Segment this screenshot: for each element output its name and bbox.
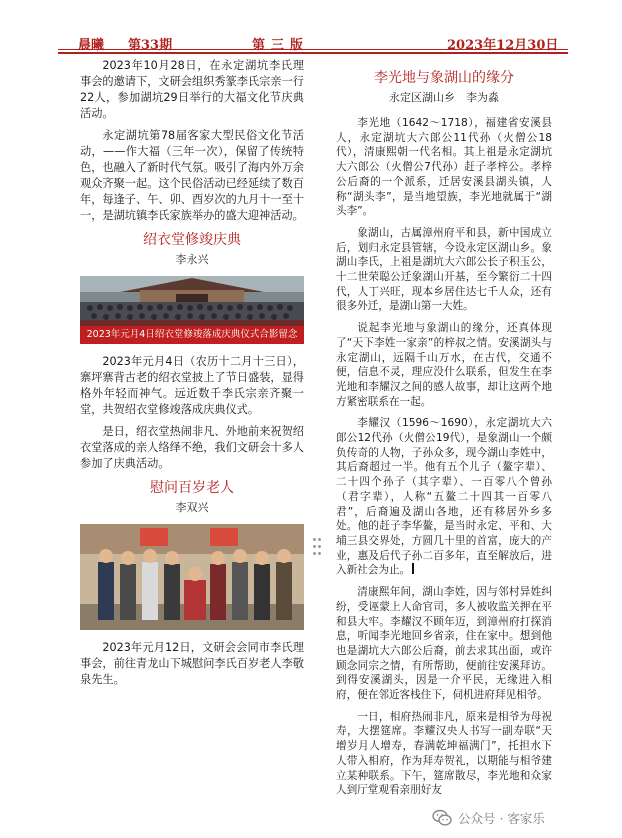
issue-date: 2023年12月30日	[447, 38, 559, 53]
text-cursor	[412, 563, 414, 574]
article-author: 永定区湖山乡 李为淼	[389, 91, 499, 104]
visit-photo-centenarian	[80, 524, 304, 630]
article-paragraph: 2023年元月4日（农历十二月十三日），寨坪寨背古老的绍衣堂披上了节日盛装，显得格外年轻而神气。远近数千李氏宗亲齐聚一堂，共贺绍衣堂修竣落成庆典仪式。	[80, 355, 304, 416]
article-author: 李双兴	[175, 501, 209, 514]
paper-name: 晨曦	[78, 38, 105, 53]
masthead	[0, 0, 622, 53]
article-author: 李永兴	[175, 253, 209, 266]
intro-paragraph: 永定湖坑第78届客家大型民俗文化节活动，——作大福（三年一次），保留了传统特色，也融入了新时代气氛。吸引了海内外万余观众齐聚一起。这个民俗活动已经延续了数百年，每逢子、午、卯、酉岁次的九月十一至十一，是湖坑镇李氏家族举办的盛大迎神活动。	[80, 129, 304, 222]
article-paragraph	[336, 416, 552, 578]
right-column	[336, 58, 552, 805]
article-paragraph: 2023年元月12日，文研会会同市李氏理事会，前往青龙山下城慰问李氏百岁老人李敬泉先生。	[80, 641, 304, 686]
visit-photo-image	[80, 524, 304, 630]
watermark-text: 公众号 · 客家乐	[458, 811, 545, 826]
drag-handle[interactable]	[313, 538, 321, 556]
article-paragraph: 清康熙年间，湖山李姓，因与邻村异姓纠纷，受诬蒙上人命官司，多人被收监关押在平和县大牢。李耀汉不顾年迈，到漳州府打探消息，听闻李光地回乡省亲，住在家中。想到他也是湖坑大六郎公后裔，前去求其出面，或许顾念同宗之情，有所帮助，便前往安溪拜访。到得安溪湖头，因是一介平民，无缘进入相府，便在邻近客栈住下，伺机进府拜见相爷。	[336, 586, 552, 702]
left-column	[80, 58, 304, 694]
article-paragraph: 象湖山，古属漳州府平和县，新中国成立后，划归永定县管辖，今设永定区湖山乡。象湖山李氏，上祖是湖坑大六郎公长子积玉公，十二世荣聪公迁象湖山开基，至今繁衍二十四代，人丁兴旺，现本乡居住达七千人众，还有很多外迁，是湖山第一大姓。	[336, 226, 552, 313]
intro-paragraph: 2023年10月28日，在永定湖坑李氏理事会的邀请下，文研会组织秀篆李氏宗亲一行22人，参加湖坑29日举行的大福文化节庆典活动。	[80, 59, 304, 120]
article-title-centenarian: 慰问百岁老人	[150, 480, 234, 496]
wechat-watermark	[432, 806, 545, 830]
article-paragraph: 是日，绍衣堂热闹非凡、外地前来祝贺绍衣堂落成的亲人络绎不绝，我们文研会十多人参加了庆典活动。	[80, 425, 304, 470]
article-title-liguangdi: 李光地与象湖山的缘分	[374, 70, 514, 86]
article-paragraph-text: 李耀汉（1596～1690），永定湖坑大六郎公12代孙（火僧公19代），是象湖山一个颇负传奇的人物，子孙众多，现今湖山李姓中，其后裔超过一半。他有五个儿子（鳌字辈）、二十四个孙子（其字辈）、一百零八个曾孙（君字辈），人称“五鳌二十四其一百零八君”，后裔遍及湖山各地，还有移居外乡多处。他的赶子李华鳌，是当时永定、平和、大埔三县交界处，方圆几十里的首富，庞大的产业，惠及后代子孙二百多年，直至解放后，进入新社会为止。	[336, 417, 552, 577]
article-paragraph: 说起李光地与象湖山的缘分，还真体现了“天下李姓一家亲”的梓叔之情。安溪湖头与永定湖山，远隔千山万水，在古代，交通不便，信息不灵，理应没什么联系，但发生在李光地和李耀汉之间的感人故事，却让这两个地方紧密联系在一起。	[336, 322, 552, 408]
article-title-shaoyitang: 绍衣堂修竣庆典	[143, 232, 241, 248]
group-photo-shaoyitang	[80, 276, 304, 344]
issue-number: 第33期	[128, 38, 173, 53]
photo-caption: 2023年元月4日绍衣堂修竣落成庆典仪式合影留念	[80, 326, 304, 344]
header-rule	[58, 49, 568, 50]
article-paragraph: 一日，相府热闹非凡，原来是相爷为母祝寿，大摆筵席。李耀汉央人书写一副寿联“天增岁月人增寿，春满乾坤福满门”，托担水下人带入相府，作为拜寿贺礼，以期能与相爷建立某种联系。下午，筵席散尽，李光地和众家人到厅堂观看亲朋好友	[336, 710, 552, 797]
header-rule-thick	[58, 52, 568, 54]
wechat-icon	[432, 809, 452, 827]
page-label: 第三版	[252, 38, 310, 53]
article-paragraph: 李光地（1642～1718），福建省安溪县人，永定湖坑大六郎公11代孙（火僧公18代），清康熙朝一代名相。其上祖是永定湖坑大六郎公（火僧公7代孙）赶子孝梓公。孝梓公后裔的一个派系，迁居安溪县湖头镇，人称“湖头李”，是当地望族，李光地就属于“湖头李”。	[336, 117, 552, 218]
